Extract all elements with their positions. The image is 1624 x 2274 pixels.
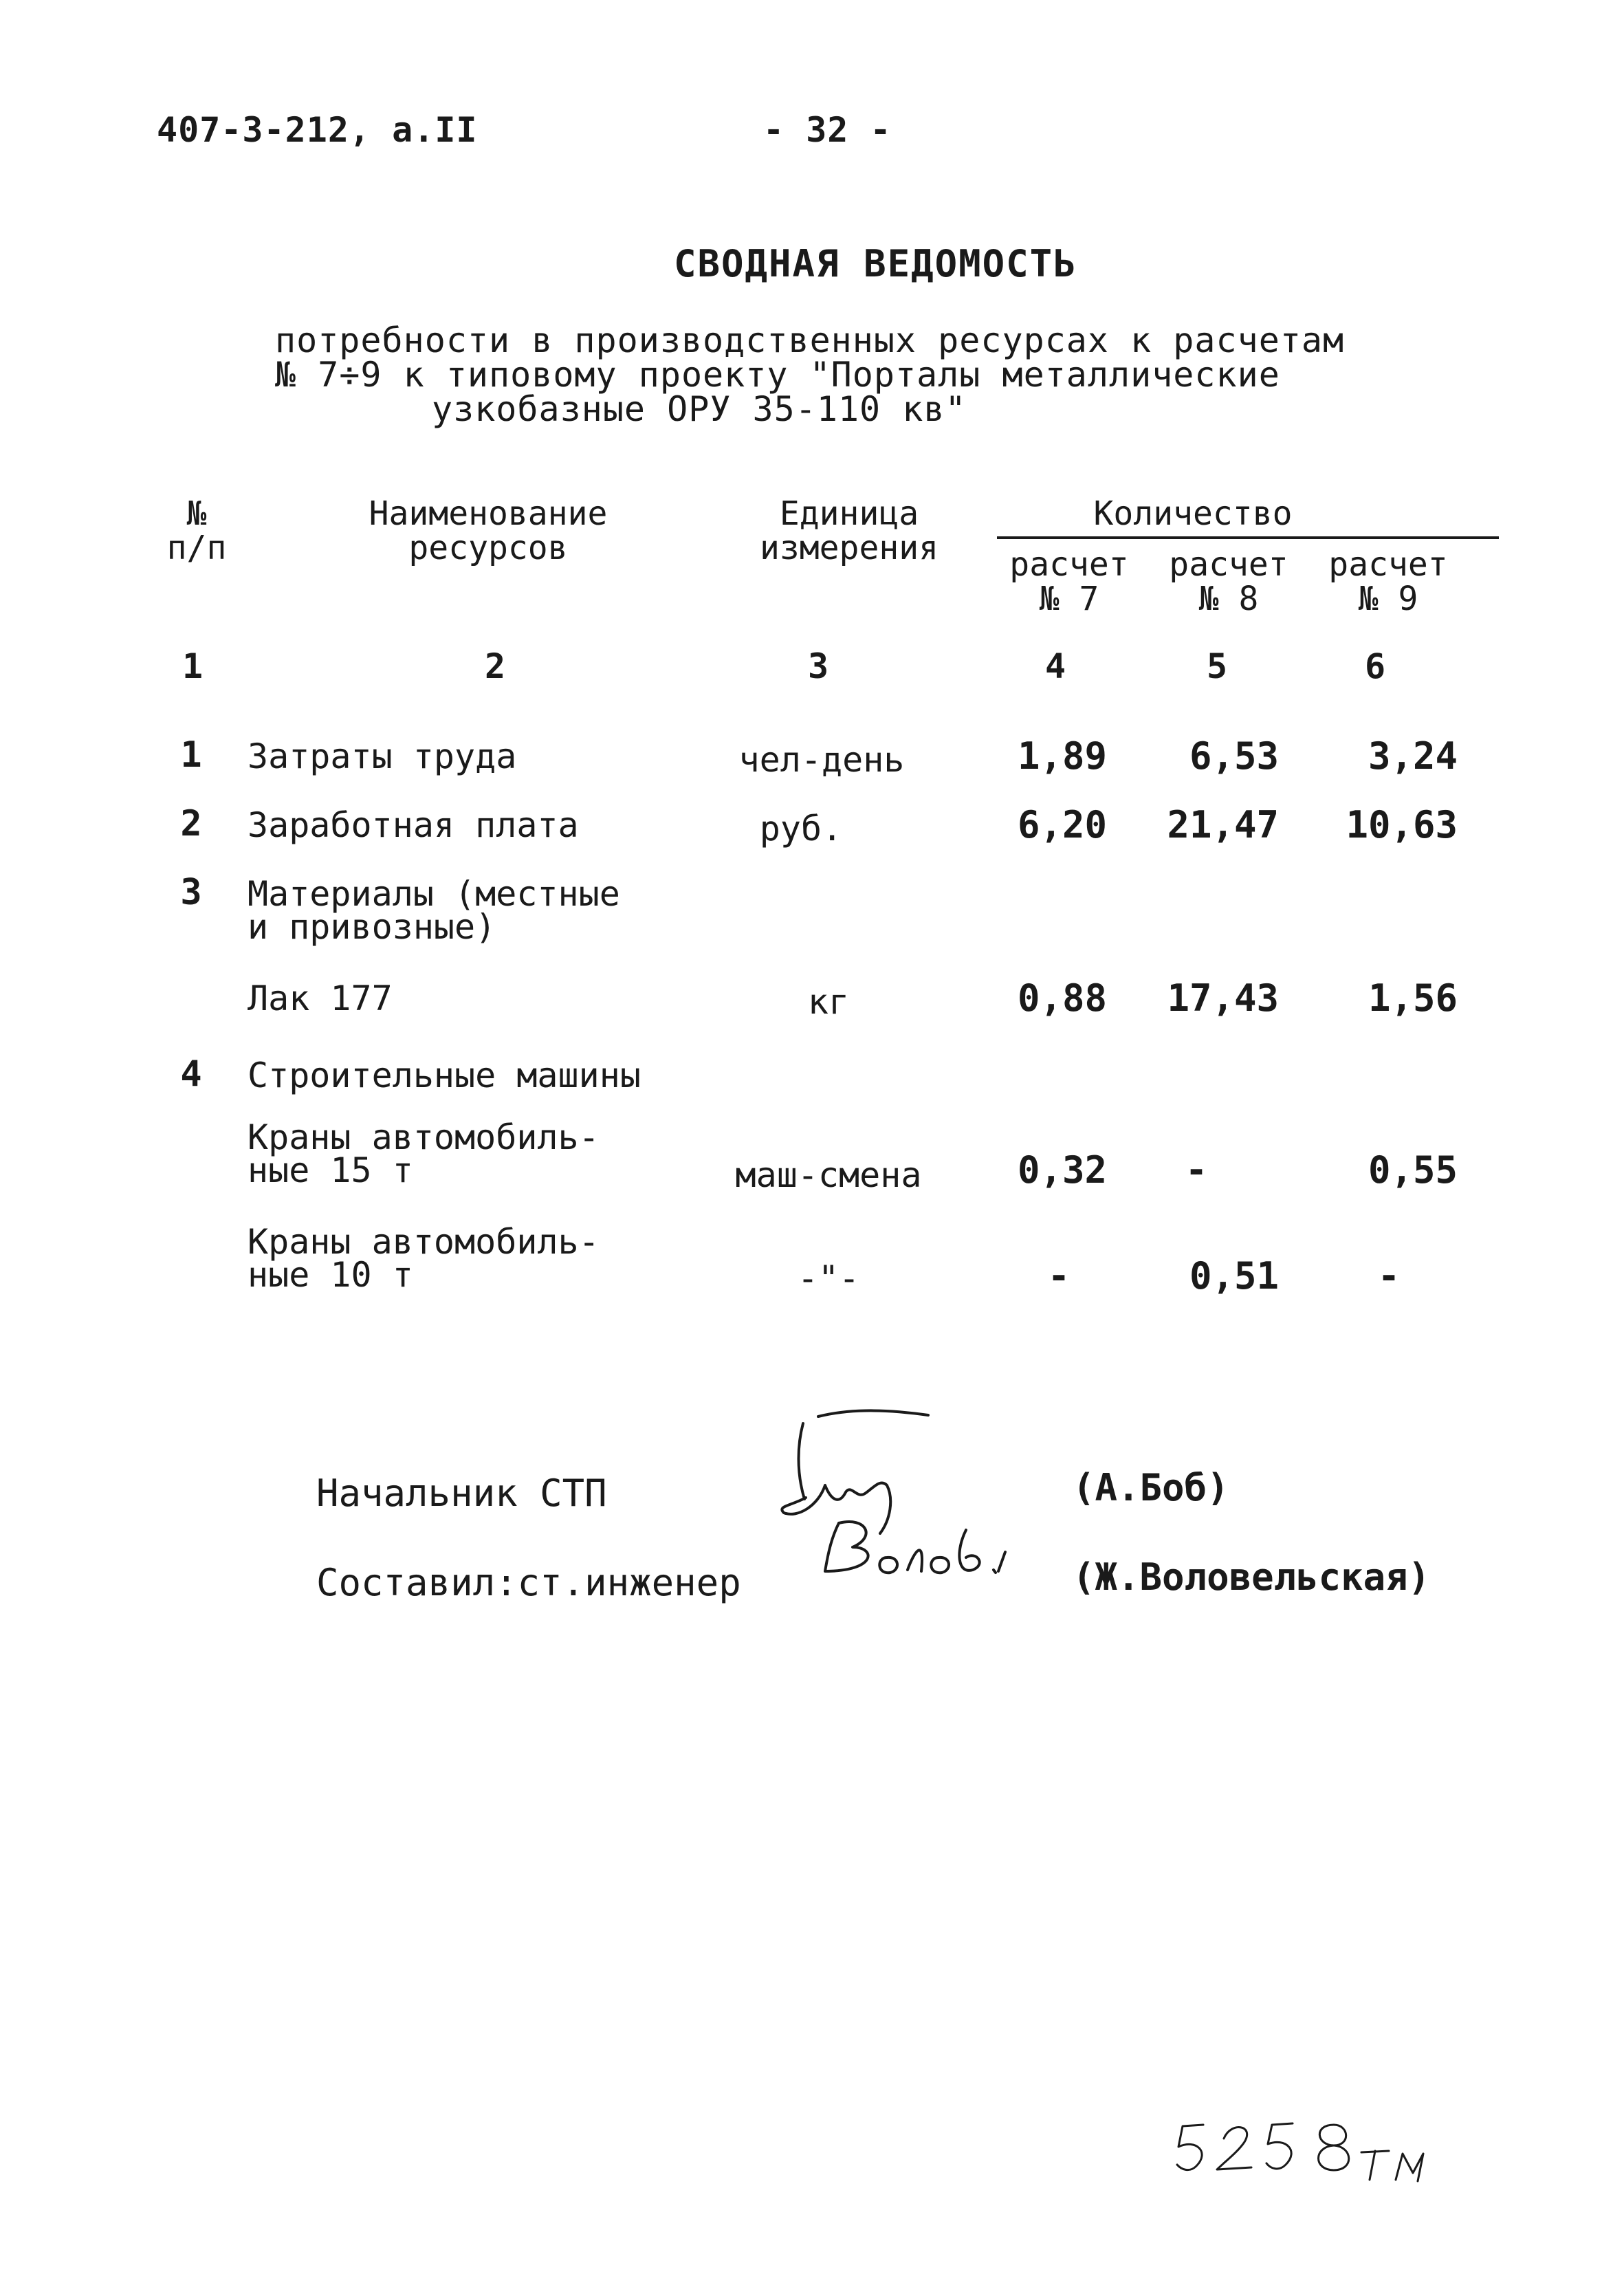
signatory-1-name: (А.Боб) — [1073, 1466, 1229, 1509]
column-number-4: 4 — [1044, 646, 1066, 686]
row-crane10-name: Краны автомобиль- ные 10 т — [248, 1222, 600, 1295]
signatory-1-role: Начальник СТП — [316, 1472, 607, 1515]
header-quantity: Количество — [1093, 494, 1293, 533]
row-lak-name: Лак 177 — [248, 979, 393, 1018]
row-1-calc8: 6,53 — [1189, 734, 1279, 778]
row-lak-calc8: 17,43 — [1167, 976, 1279, 1020]
row-crane10-calc9: - — [1377, 1254, 1401, 1298]
subtitle-line-2: № 7÷9 к типовому проекту "Порталы металлические — [275, 355, 1280, 395]
quantity-header-rule — [997, 536, 1499, 539]
row-1-calc9: 3,24 — [1368, 734, 1458, 778]
row-crane10-unit: -"- — [797, 1258, 860, 1298]
row-4-number: 4 — [180, 1053, 202, 1095]
signatory-2-name: (Ж.Воловельская) — [1073, 1555, 1431, 1599]
row-2-calc7: 6,20 — [1017, 803, 1107, 846]
document-code: 407-3-212, a.II — [157, 110, 478, 150]
row-crane15-calc9: 0,55 — [1368, 1148, 1458, 1192]
row-crane10-calc8: 0,51 — [1189, 1254, 1279, 1298]
header-calc-8: расчет № 8 — [1169, 545, 1288, 618]
page-number: - 32 - — [763, 110, 892, 150]
signatory-2-role: Составил:ст.инженер — [316, 1561, 741, 1604]
row-2-unit: руб. — [759, 809, 843, 849]
row-1-calc7: 1,89 — [1017, 734, 1107, 778]
column-number-2: 2 — [484, 646, 506, 686]
row-4-name: Строительные машины — [248, 1056, 641, 1095]
column-number-3: 3 — [807, 646, 829, 686]
row-3-number: 3 — [180, 872, 202, 913]
row-1-number: 1 — [180, 734, 202, 776]
header-calc-7: расчет № 7 — [1009, 545, 1129, 618]
row-crane15-name: Краны автомобиль- ные 15 т — [248, 1117, 600, 1190]
row-crane10-calc7: - — [1047, 1254, 1071, 1298]
subtitle-line-1: потребности в производственных ресурсах к расчетам — [275, 320, 1345, 360]
subtitle-line-3: узкобазные ОРУ 35-110 кв" — [432, 389, 967, 429]
row-3-name: Материалы (местные и привозные) — [248, 874, 620, 947]
header-unit: Единица измерения — [759, 494, 939, 567]
signature-2-handwriting — [811, 1509, 1038, 1592]
document-title: СВОДНАЯ ВЕДОМОСТЬ — [674, 242, 1077, 285]
column-number-5: 5 — [1206, 646, 1228, 686]
row-crane15-calc7: 0,32 — [1017, 1148, 1107, 1192]
row-lak-calc7: 0,88 — [1017, 976, 1107, 1020]
row-2-name: Заработная плата — [248, 805, 579, 845]
archive-mark-handwriting — [1169, 2104, 1458, 2200]
column-number-1: 1 — [182, 646, 204, 686]
row-2-calc8: 21,47 — [1167, 803, 1279, 846]
header-name: Наименование ресурсов — [369, 494, 608, 567]
row-lak-calc9: 1,56 — [1368, 976, 1458, 1020]
row-2-calc9: 10,63 — [1346, 803, 1458, 846]
row-lak-unit: кг — [807, 982, 850, 1022]
row-crane15-unit: маш-смена — [735, 1155, 922, 1195]
row-1-unit: чел-день — [738, 740, 905, 780]
row-1-name: Затраты труда — [248, 736, 517, 776]
header-num: № п/п — [166, 494, 227, 567]
row-crane15-calc8: - — [1185, 1148, 1208, 1192]
row-2-number: 2 — [180, 803, 202, 844]
column-number-6: 6 — [1364, 646, 1386, 686]
header-calc-9: расчет № 9 — [1328, 545, 1448, 618]
